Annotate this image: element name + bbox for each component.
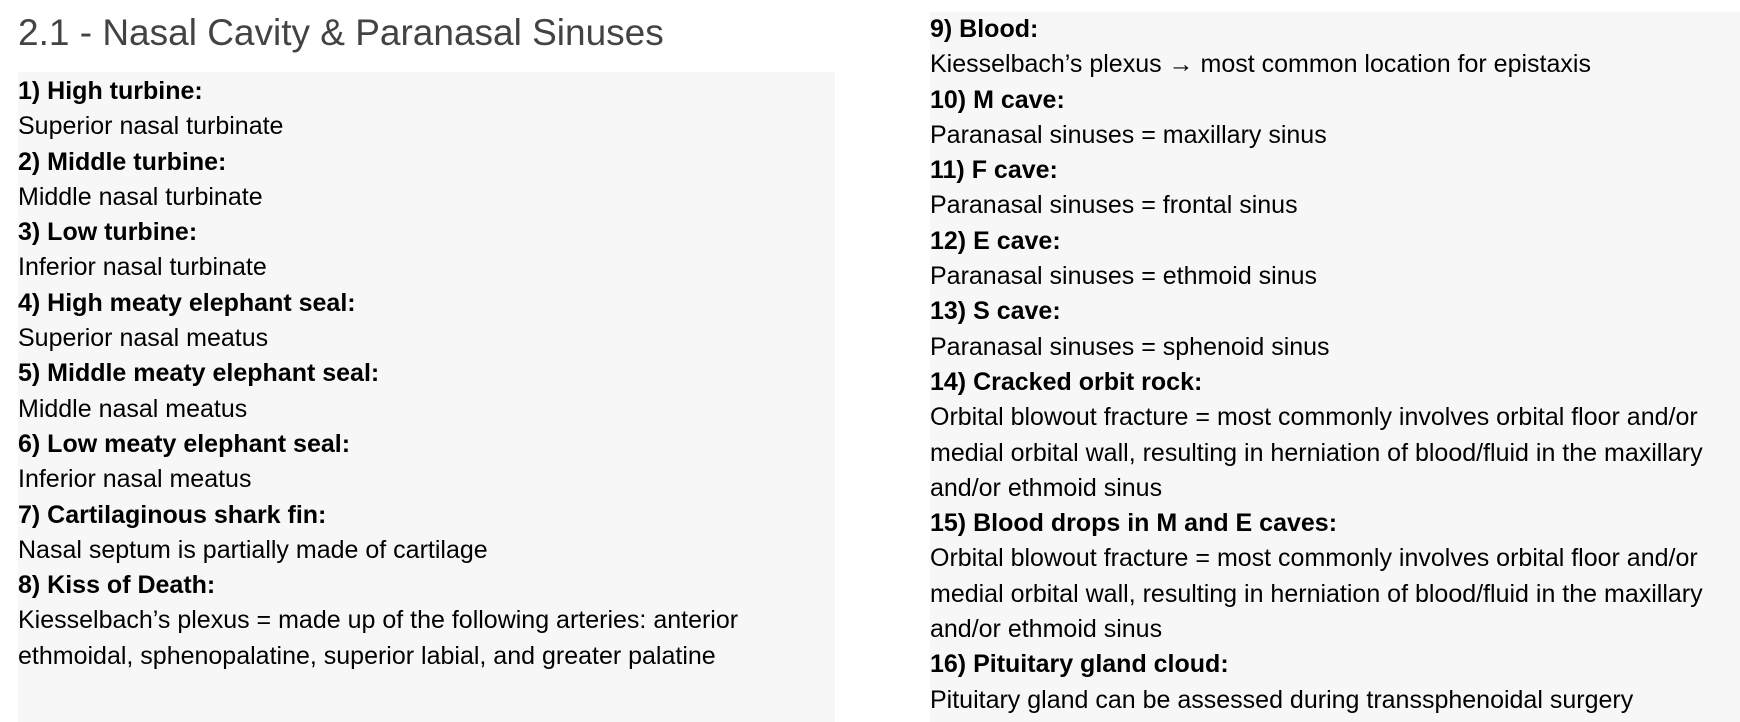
note-text: Superior nasal meatus <box>18 324 269 353</box>
note-heading: 7) Cartilaginous shark fin: <box>18 500 327 529</box>
note-text: Paranasal sinuses = maxillary sinus <box>930 120 1327 149</box>
page-title: 2.1 - Nasal Cavity & Paranasal Sinuses <box>18 12 664 53</box>
note-text: Kiesselbach’s plexus = made up of the following arteries: anterior ethmoidal, sphenopalatine, superior labial, and greater palatine <box>18 606 739 670</box>
note-heading: 2) Middle turbine: <box>18 147 227 176</box>
note-text: Paranasal sinuses = ethmoid sinus <box>930 262 1318 291</box>
note-item <box>18 568 835 674</box>
note-text: Middle nasal meatus <box>18 394 248 423</box>
note-item <box>930 506 1740 647</box>
note-text: Inferior nasal meatus <box>18 465 252 494</box>
note-item <box>930 12 1740 83</box>
note-item <box>930 365 1740 506</box>
note-text: Nasal septum is partially made of cartilage <box>18 535 488 564</box>
note-item <box>18 286 835 357</box>
note-item <box>18 215 835 286</box>
note-heading: 1) High turbine: <box>18 77 203 105</box>
note-heading: 13) S cave: <box>930 297 1061 326</box>
note-item <box>18 356 835 427</box>
left-notes-panel <box>18 72 835 722</box>
note-heading: 14) Cracked orbit rock: <box>930 367 1203 396</box>
note-item <box>18 427 835 498</box>
note-text: Pituitary gland can be assessed during transsphenoidal surgery <box>930 685 1634 714</box>
note-item <box>930 83 1740 154</box>
note-heading: 9) Blood: <box>930 15 1039 43</box>
note-text: Inferior nasal turbinate <box>18 253 267 282</box>
note-text: Kiesselbach’s plexus → most common location for epistaxis <box>930 50 1591 79</box>
note-item <box>18 74 835 145</box>
note-heading: 5) Middle meaty elephant seal: <box>18 359 380 388</box>
note-item <box>930 224 1740 295</box>
note-heading: 11) F cave: <box>930 156 1058 185</box>
note-text: Paranasal sinuses = frontal sinus <box>930 191 1298 220</box>
note-item <box>18 498 835 569</box>
note-heading: 10) M cave: <box>930 85 1065 114</box>
note-heading: 16) Pituitary gland cloud: <box>930 650 1229 679</box>
note-text: Orbital blowout fracture = most commonly involves orbital floor and/or medial orbital wall, resulting in herniation of blood/fluid in the maxillary and/or ethmoid sinus <box>930 403 1703 502</box>
note-heading: 15) Blood drops in M and E caves: <box>930 509 1338 538</box>
note-heading: 8) Kiss of Death: <box>18 571 216 600</box>
note-item <box>930 153 1740 224</box>
note-heading: 6) Low meaty elephant seal: <box>18 429 351 458</box>
note-heading: 4) High meaty elephant seal: <box>18 288 356 317</box>
note-item <box>930 294 1740 365</box>
note-item <box>930 647 1740 718</box>
note-text: Paranasal sinuses = sphenoid sinus <box>930 332 1330 361</box>
note-heading: 3) Low turbine: <box>18 218 198 247</box>
note-item <box>18 145 835 216</box>
note-text: Orbital blowout fracture = most commonly involves orbital floor and/or medial orbital wall, resulting in herniation of blood/fluid in the maxillary and/or ethmoid sinus <box>930 544 1703 644</box>
note-heading: 12) E cave: <box>930 226 1061 255</box>
right-notes-panel <box>930 12 1740 722</box>
note-text: Middle nasal turbinate <box>18 182 263 211</box>
note-text: Superior nasal turbinate <box>18 112 284 141</box>
